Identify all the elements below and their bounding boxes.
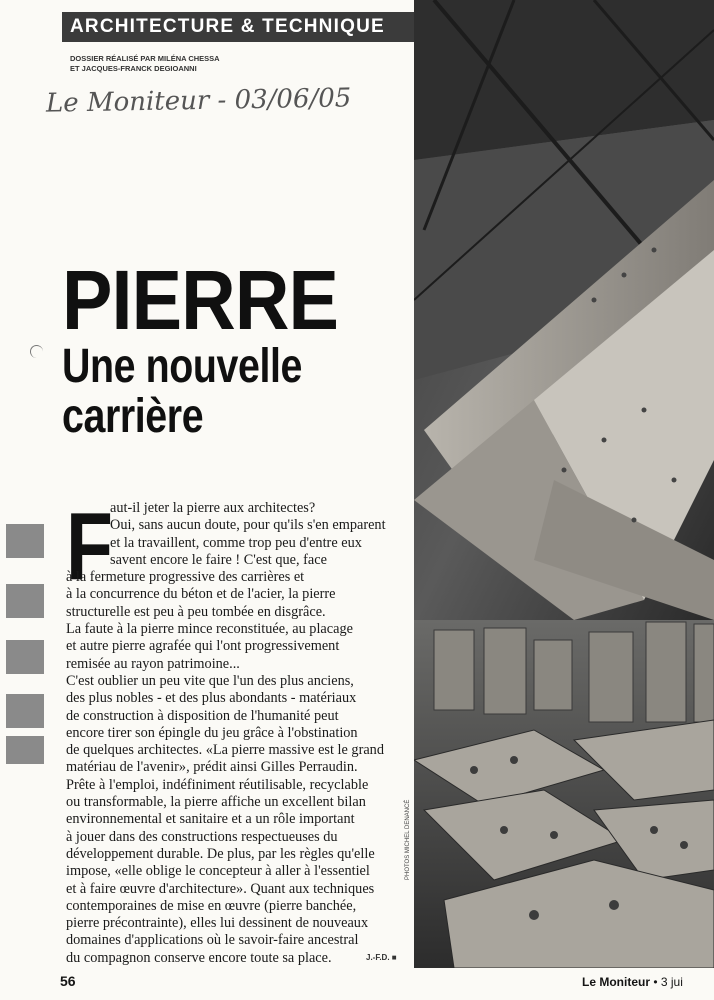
- author-signature: J.-F.D. ■: [366, 953, 397, 962]
- article-line: du compagnon conserve encore toute sa place.: [66, 949, 332, 966]
- title-main: PIERRE: [62, 253, 339, 347]
- article-line: des plus nobles - et des plus abondants - matériaux: [66, 690, 357, 707]
- credit-line-2: ET JACQUES-FRANCK DEGIOANNI: [70, 64, 197, 73]
- article-line: matériau de l'avenir», prédit ainsi Gilles Perraudin.: [66, 759, 358, 776]
- punch-mark: [30, 345, 43, 358]
- article-line: à la fermeture progressive des carrières et: [66, 569, 305, 586]
- article-body: [66, 493, 410, 967]
- architecture-photo: [414, 0, 714, 968]
- article-line: encore tirer son épingle du jeu grâce à l'obstination: [66, 724, 358, 741]
- publication-name: Le Moniteur: [582, 975, 650, 989]
- margin-mark: [6, 736, 44, 764]
- author-credit: [70, 54, 220, 74]
- photo-credit: PHOTOS MICHEL DENANCÉ: [405, 799, 411, 880]
- article-line: développement durable. De plus, par les règles qu'elle: [66, 845, 375, 862]
- margin-mark: [6, 694, 44, 728]
- article-line: de quelques architectes. «La pierre massive est le grand: [66, 742, 384, 759]
- article-line: et autre pierre agrafée qui l'ont progressivement: [66, 638, 340, 655]
- article-line: savent encore le faire ! C'est que, face: [110, 551, 327, 568]
- article-line: et la travaillent, comme trop peu d'entre eux: [110, 534, 362, 551]
- article-title: [62, 253, 412, 443]
- article-line: Oui, sans aucun doute, pour qu'ils s'en emparent: [110, 517, 386, 534]
- article-line: domaines d'applications où le savoir-faire ancestral: [66, 932, 359, 949]
- article-line: remisée au rayon patrimoine...: [66, 655, 240, 672]
- margin-mark: [6, 640, 44, 674]
- title-sub-1: Une nouvelle: [62, 340, 303, 393]
- section-title: ARCHITECTURE & TECHNIQUE: [70, 16, 385, 37]
- credit-line-1: DOSSIER RÉALISÉ PAR MILÉNA CHESSA: [70, 54, 220, 63]
- margin-mark: [6, 524, 44, 558]
- article-line: à jouer dans des constructions respectueuses du: [66, 828, 338, 845]
- article-line: C'est oublier un peu vite que l'un des plus anciens,: [66, 672, 354, 689]
- publication-date: • 3 jui: [653, 975, 683, 989]
- article-line: à la concurrence du béton et de l'acier, la pierre: [66, 586, 336, 603]
- margin-mark: [6, 584, 44, 618]
- handwritten-annotation: Le Moniteur - 03/06/05: [45, 83, 352, 119]
- article-line: environnemental et sanitaire et a un rôle important: [66, 811, 355, 828]
- article-line: structurelle est peu à peu tombée en disgrâce.: [66, 603, 326, 620]
- article-line: Prête à l'emploi, indéfiniment réutilisable, recyclable: [66, 776, 369, 793]
- drop-cap: F: [66, 493, 113, 600]
- article-line: pierre précontrainte), elles lui dessinent de nouveaux: [66, 915, 369, 932]
- section-header: [62, 12, 414, 42]
- article-line: et à faire œuvre d'architecture». Quant aux techniques: [66, 880, 375, 897]
- footer-publication: [582, 975, 683, 989]
- article-line: impose, «elle oblige le concepteur à aller à l'essentiel: [66, 863, 370, 880]
- article-line: de construction à disposition de l'humanité peut: [66, 707, 339, 724]
- article-line: aut-il jeter la pierre aux architectes?: [110, 500, 316, 516]
- page-number: 56: [60, 973, 76, 989]
- article-line: contemporaines de mise en œuvre (pierre banchée,: [66, 897, 357, 914]
- title-sub-2: carrière: [62, 390, 204, 443]
- article-line: ou transformable, la pierre affiche un excellent bilan: [66, 794, 366, 811]
- article-line: La faute à la pierre mince reconstituée, au placage: [66, 621, 353, 638]
